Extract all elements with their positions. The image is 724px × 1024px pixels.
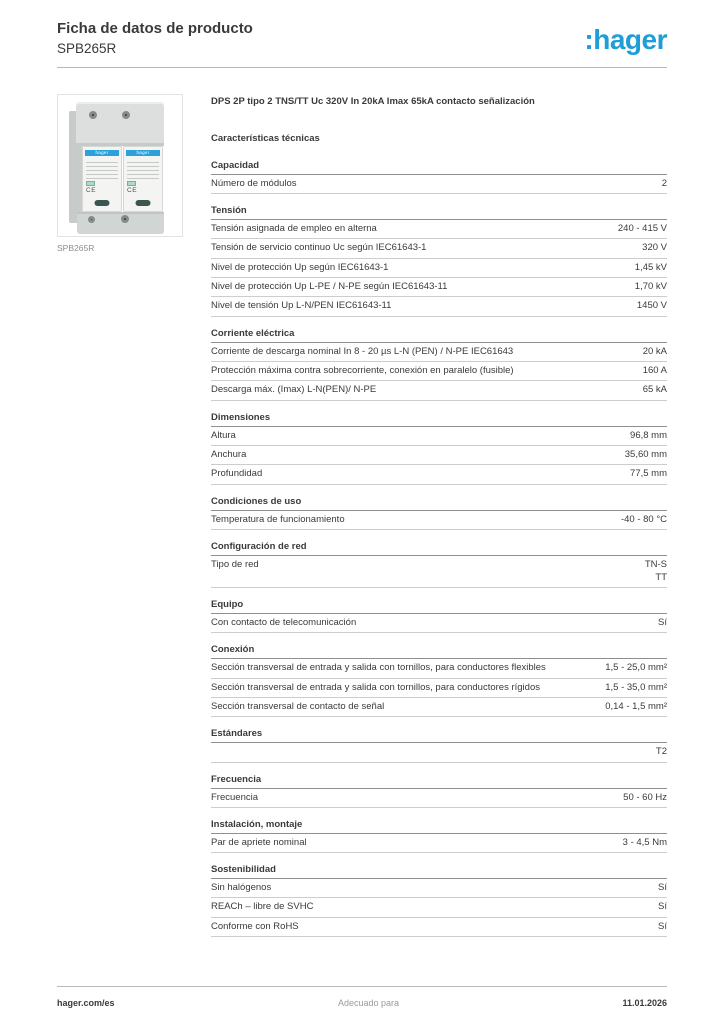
row-value: 35,60 mm: [624, 448, 667, 460]
hager-logo: :hager: [584, 24, 667, 55]
row-value: 3 - 4,5 Nm: [622, 836, 667, 848]
row-label: Número de módulos: [211, 177, 297, 189]
section-title: Conexión: [211, 644, 667, 659]
spec-section: [211, 496, 667, 530]
spec-section: [211, 774, 667, 808]
row-label: Conforme con RoHS: [211, 920, 299, 932]
row-label: Temperatura de funcionamiento: [211, 513, 345, 525]
row-value: 2: [661, 177, 667, 189]
footer-row: [57, 987, 667, 1008]
spec-row: [211, 698, 667, 717]
characteristics-heading: Características técnicas: [211, 132, 320, 144]
module-status-indicator: [86, 181, 95, 186]
spec-row: [211, 220, 667, 239]
spec-section: [211, 541, 667, 588]
spec-row: [211, 465, 667, 484]
module-wiring-slot: [136, 200, 151, 206]
spec-row: [211, 511, 667, 530]
row-label: Tipo de red: [211, 558, 259, 570]
spec-row: [211, 743, 667, 762]
row-value: Sí: [658, 882, 667, 894]
row-label: REACh – libre de SVHC: [211, 901, 314, 913]
row-value: 1450 V: [636, 300, 667, 312]
row-value: Sí: [658, 920, 667, 932]
product-reference: SPB265R: [57, 40, 117, 56]
module-label-text: [127, 159, 159, 179]
row-label: Nivel de tensión Up L-N/PEN IEC61643-11: [211, 300, 392, 312]
terminal-screw-icon: [89, 111, 97, 119]
spec-sections: [211, 160, 667, 937]
row-label: Par de apriete nominal: [211, 836, 307, 848]
row-label: Profundidad: [211, 468, 263, 480]
row-value: 77,5 mm: [630, 468, 667, 480]
row-value: TN-S TT: [644, 558, 667, 583]
specs-column: [211, 94, 667, 948]
spec-row: [211, 918, 667, 937]
row-label: Tensión asignada de empleo en alterna: [211, 223, 377, 235]
row-label: Sección transversal de entrada y salida con tornillos, para conductores flexibles: [211, 662, 546, 674]
spec-section: [211, 160, 667, 194]
section-title: Estándares: [211, 728, 667, 743]
spec-section: [211, 728, 667, 762]
module-brand-bar: hager: [126, 150, 160, 156]
spec-row: [211, 556, 667, 588]
row-label: Altura: [211, 429, 236, 441]
surge-module: [123, 146, 163, 212]
surge-module: [82, 146, 122, 212]
row-label: Nivel de protección Up según IEC61643-1: [211, 261, 389, 273]
top-terminal-block: [76, 102, 164, 146]
row-value: 160 A: [642, 364, 667, 376]
row-value: 50 - 60 Hz: [623, 791, 667, 803]
product-photo-caption: SPB265R: [57, 242, 95, 253]
main-content: [57, 94, 667, 948]
spec-section: [211, 819, 667, 853]
website-link[interactable]: hager.com/es: [57, 998, 115, 1008]
row-label: Tensión de servicio continuo Uc según IEC61643-1: [211, 242, 427, 254]
footer-center-text: Adecuado para: [337, 998, 400, 1008]
row-value: T2: [655, 746, 667, 758]
section-title: Equipo: [211, 599, 667, 614]
section-title: Corriente eléctrica: [211, 328, 667, 343]
spec-section: [211, 205, 667, 317]
header-titles: [57, 20, 253, 56]
page-footer: [57, 986, 667, 1008]
spec-row: [211, 898, 667, 917]
row-label: Sin halógenos: [211, 882, 272, 894]
product-visual-column: [57, 94, 185, 948]
header-divider: [57, 67, 667, 68]
section-title: Instalación, montaje: [211, 819, 667, 834]
spec-row: [211, 278, 667, 297]
module-wiring-slot: [95, 200, 110, 206]
row-label: Sección transversal de entrada y salida con tornillos, para conductores rígidos: [211, 681, 540, 693]
row-value: 96,8 mm: [630, 429, 667, 441]
section-title: Tensión: [211, 205, 667, 220]
terminal-screw-icon: [88, 216, 95, 223]
spec-row: [211, 239, 667, 258]
spec-row: [211, 879, 667, 898]
module-label-text: [86, 159, 118, 179]
row-value: 1,5 - 35,0 mm²: [605, 681, 667, 693]
section-title: Sostenibilidad: [211, 864, 667, 879]
footer-date: 11.01.2026: [622, 998, 667, 1008]
row-value: 1,45 kV: [634, 261, 667, 273]
page-title: Ficha de datos de producto: [57, 20, 253, 37]
ce-mark: CE: [127, 186, 138, 194]
row-value: 320 V: [642, 242, 667, 254]
spec-row: [211, 679, 667, 698]
spec-row: [211, 834, 667, 853]
module-brand-bar: hager: [85, 150, 119, 156]
row-value: 1,70 kV: [634, 281, 667, 292]
ce-mark: CE: [86, 186, 97, 194]
row-value: Sí: [658, 901, 667, 913]
spec-row: [211, 297, 667, 316]
spec-section: [211, 599, 667, 633]
spec-row: [211, 381, 667, 400]
row-label: Nivel de protección Up L-PE / N-PE según IEC61643-11: [211, 281, 448, 292]
product-description: DPS 2P tipo 2 TNS/TT Uc 320V In 20kA Imax 65kA contacto señalización: [211, 95, 535, 107]
row-value: 20 kA: [642, 345, 667, 357]
terminal-screw-icon: [121, 215, 129, 223]
spec-row: [211, 362, 667, 381]
section-title: Frecuencia: [211, 774, 667, 789]
spec-section: [211, 644, 667, 717]
terminal-screw-icon: [122, 111, 130, 119]
spec-section: [211, 328, 667, 401]
spec-row: [211, 446, 667, 465]
row-value: 240 - 415 V: [617, 223, 667, 235]
row-value: 0,14 - 1,5 mm²: [605, 700, 667, 712]
module-status-indicator: [127, 181, 136, 186]
row-label: Corriente de descarga nominal In 8 - 20 µs L-N (PEN) / N-PE IEC61643: [211, 345, 514, 357]
row-label: Descarga máx. (Imax) L-N(PEN)/ N-PE: [211, 384, 377, 396]
section-title: Configuración de red: [211, 541, 667, 556]
page-header: [57, 20, 667, 56]
row-value: 65 kA: [642, 384, 667, 396]
row-label: Protección máxima contra sobrecorriente, conexión en paralelo (fusible): [211, 364, 514, 376]
spec-row: [211, 343, 667, 362]
spec-row: [211, 614, 667, 633]
row-value: 1,5 - 25,0 mm²: [605, 662, 667, 674]
row-label: Frecuencia: [211, 791, 258, 803]
spec-section: [211, 412, 667, 485]
row-label: Sección transversal de contacto de señal: [211, 700, 385, 712]
section-title: Condiciones de uso: [211, 496, 667, 511]
spec-row: [211, 659, 667, 678]
row-value: Sí: [658, 616, 667, 628]
row-label: Anchura: [211, 448, 247, 460]
row-label: Con contacto de telecomunicación: [211, 616, 357, 628]
spec-row: [211, 259, 667, 278]
spec-row: [211, 427, 667, 446]
spec-section: [211, 864, 667, 937]
spec-row: [211, 789, 667, 808]
section-title: Dimensiones: [211, 412, 667, 427]
row-value: -40 - 80 °C: [620, 513, 667, 525]
spec-row: [211, 175, 667, 194]
product-photo: [57, 94, 183, 237]
section-title: Capacidad: [211, 160, 667, 175]
